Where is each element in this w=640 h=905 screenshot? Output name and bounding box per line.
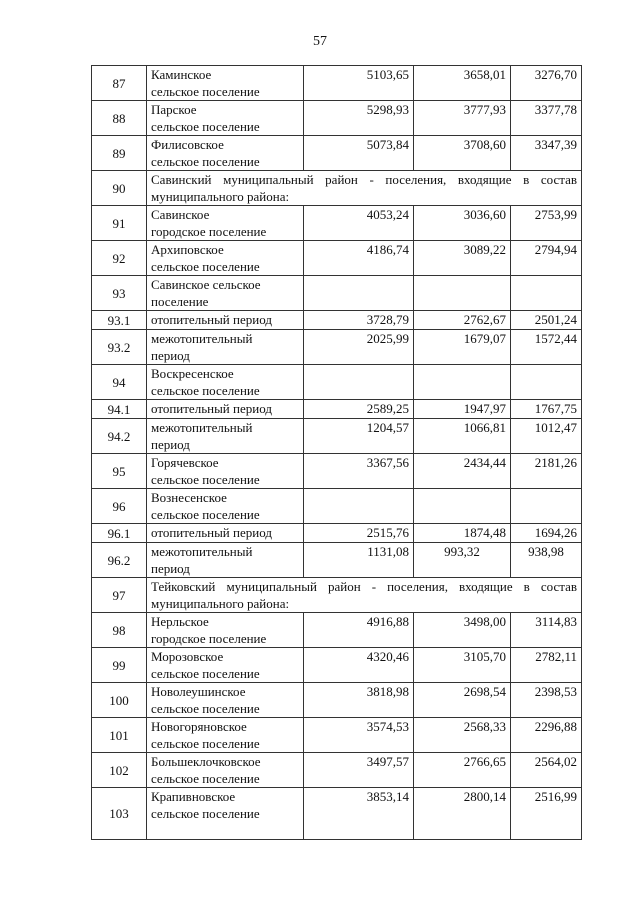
value-cell-3 (511, 276, 582, 311)
settlement-name-cell (147, 419, 304, 454)
value-cell-2: 3498,00 (414, 613, 511, 648)
value-cell-3 (511, 489, 582, 524)
value-cell-3: 1767,75 (511, 400, 582, 419)
settlement-name-line: сельское поселение (151, 771, 260, 786)
table-row (92, 753, 582, 788)
row-number-cell: 95 (92, 454, 147, 489)
row-number-cell: 94.1 (92, 400, 147, 419)
value-cell-3: 2181,26 (511, 454, 582, 489)
settlement-name-line: Савинское (151, 207, 210, 222)
settlement-name-line: отопительный период (151, 401, 272, 416)
settlement-name-cell (147, 66, 304, 101)
settlement-name-cell (147, 753, 304, 788)
value-cell-3: 2501,24 (511, 311, 582, 330)
table-row (92, 524, 582, 543)
value-cell-1: 2515,76 (304, 524, 414, 543)
value-cell-2: 2766,65 (414, 753, 511, 788)
value-cell-1: 3818,98 (304, 683, 414, 718)
settlement-name-line: межотопительный (151, 420, 253, 435)
table-row (92, 400, 582, 419)
value-cell-3: 2564,02 (511, 753, 582, 788)
value-cell-1: 3728,79 (304, 311, 414, 330)
value-cell-1: 5103,65 (304, 66, 414, 101)
value-cell-1: 1204,57 (304, 419, 414, 454)
value-cell-3: 3276,70 (511, 66, 582, 101)
row-number-cell: 96 (92, 489, 147, 524)
value-cell-2: 3036,60 (414, 206, 511, 241)
table-row (92, 683, 582, 718)
table-row (92, 613, 582, 648)
value-cell-2: 3708,60 (414, 136, 511, 171)
value-cell-2: 3105,70 (414, 648, 511, 683)
settlement-name-line: период (151, 561, 190, 576)
row-number-cell: 88 (92, 101, 147, 136)
table-row (92, 578, 582, 613)
settlement-name-line: сельское поселение (151, 383, 260, 398)
settlement-name-cell (147, 718, 304, 753)
row-number-cell: 91 (92, 206, 147, 241)
settlement-name-cell (147, 683, 304, 718)
settlement-name-cell (147, 276, 304, 311)
value-cell-1: 4916,88 (304, 613, 414, 648)
value-cell-3: 3114,83 (511, 613, 582, 648)
table-row (92, 241, 582, 276)
value-cell-1: 3497,57 (304, 753, 414, 788)
value-cell-3: 1012,47 (511, 419, 582, 454)
table-row (92, 718, 582, 753)
settlement-name-cell (147, 489, 304, 524)
settlement-name-line: Воскресенское (151, 366, 234, 381)
settlement-name-line: межотопительный (151, 544, 253, 559)
table-row (92, 543, 582, 578)
row-number-cell: 103 (92, 788, 147, 840)
value-cell-2: 2800,14 (414, 788, 511, 840)
settlement-name-line: Крапивновское (151, 789, 236, 804)
value-cell-1: 4320,46 (304, 648, 414, 683)
value-cell-3: 2782,11 (511, 648, 582, 683)
settlement-name-cell (147, 101, 304, 136)
settlement-name-line: сельское поселение (151, 154, 260, 169)
settlement-name-cell (147, 788, 304, 840)
value-cell-1: 2589,25 (304, 400, 414, 419)
settlement-name-line: Вознесенское (151, 490, 227, 505)
row-number-cell: 101 (92, 718, 147, 753)
row-number-cell: 93.2 (92, 330, 147, 365)
row-number-cell: 90 (92, 171, 147, 206)
table-row (92, 330, 582, 365)
value-cell-3: 1694,26 (511, 524, 582, 543)
settlement-name-line: период (151, 348, 190, 363)
value-cell-3: 2398,53 (511, 683, 582, 718)
section-header-cell: Савинский муниципальный район - поселения, входящие в состав муниципального района: (147, 171, 582, 206)
row-number-cell: 93.1 (92, 311, 147, 330)
settlement-name-line: отопительный период (151, 525, 272, 540)
settlement-name-line: поселение (151, 294, 209, 309)
settlement-name-cell (147, 400, 304, 419)
settlement-name-line: сельское поселение (151, 472, 260, 487)
table-row (92, 136, 582, 171)
table-row (92, 788, 582, 840)
row-number-cell: 96.1 (92, 524, 147, 543)
settlement-name-line: сельское поселение (151, 119, 260, 134)
settlement-name-line: Каминское (151, 67, 212, 82)
value-cell-1 (304, 276, 414, 311)
settlement-name-cell (147, 206, 304, 241)
row-number-cell: 94.2 (92, 419, 147, 454)
settlement-name-line: Новогоряновское (151, 719, 247, 734)
value-cell-1: 5073,84 (304, 136, 414, 171)
value-cell-2: 3658,01 (414, 66, 511, 101)
row-number-cell: 102 (92, 753, 147, 788)
settlement-name-line: сельское поселение (151, 84, 260, 99)
settlement-name-cell (147, 524, 304, 543)
settlement-name-line: Архиповское (151, 242, 224, 257)
settlement-name-line: Филисовское (151, 137, 224, 152)
settlement-name-line: сельское поселение (151, 507, 260, 522)
value-cell-2: 1874,48 (414, 524, 511, 543)
value-cell-1: 3574,53 (304, 718, 414, 753)
value-cell-3: 1572,44 (511, 330, 582, 365)
value-cell-2 (414, 365, 511, 400)
value-cell-2 (414, 276, 511, 311)
row-number-cell: 100 (92, 683, 147, 718)
settlement-name-line: Парское (151, 102, 197, 117)
value-cell-3: 2753,99 (511, 206, 582, 241)
settlement-name-line: сельское поселение (151, 701, 260, 716)
value-cell-1: 2025,99 (304, 330, 414, 365)
settlement-name-cell (147, 648, 304, 683)
settlement-name-line: Новолеушинское (151, 684, 246, 699)
table-row (92, 171, 582, 206)
settlement-name-line: Савинское сельское (151, 277, 261, 292)
settlement-name-line: сельское поселение (151, 736, 260, 751)
value-cell-2: 3089,22 (414, 241, 511, 276)
settlement-name-line: городское поселение (151, 631, 267, 646)
settlement-name-line: сельское поселение (151, 259, 260, 274)
settlement-name-line: Нерльское (151, 614, 209, 629)
settlement-name-line: городское поселение (151, 224, 267, 239)
settlement-name-line: Морозовское (151, 649, 224, 664)
table-row (92, 419, 582, 454)
value-cell-1 (304, 365, 414, 400)
row-number-cell: 94 (92, 365, 147, 400)
section-header-cell: Тейковский муниципальный район - поселения, входящие в состав муниципального района: (147, 578, 582, 613)
value-cell-2: 2698,54 (414, 683, 511, 718)
row-number-cell: 93 (92, 276, 147, 311)
settlement-name-cell (147, 543, 304, 578)
value-cell-2: 1066,81 (414, 419, 511, 454)
settlement-name-cell (147, 136, 304, 171)
table-row (92, 454, 582, 489)
table-row (92, 489, 582, 524)
settlement-name-cell (147, 613, 304, 648)
value-cell-2: 1947,97 (414, 400, 511, 419)
row-number-cell: 99 (92, 648, 147, 683)
table-row (92, 311, 582, 330)
settlement-name-cell (147, 311, 304, 330)
value-cell-2: 2434,44 (414, 454, 511, 489)
tariff-table (91, 65, 582, 840)
settlement-name-cell (147, 330, 304, 365)
row-number-cell: 96.2 (92, 543, 147, 578)
value-cell-2 (414, 489, 511, 524)
settlement-name-line: сельское поселение (151, 666, 260, 681)
settlement-name-line: отопительный период (151, 312, 272, 327)
value-cell-3: 2296,88 (511, 718, 582, 753)
table-row (92, 66, 582, 101)
value-cell-1: 3853,14 (304, 788, 414, 840)
table-row (92, 365, 582, 400)
row-number-cell: 87 (92, 66, 147, 101)
value-cell-3: 938,98 (511, 543, 582, 578)
settlement-name-line: Большеклочковское (151, 754, 261, 769)
row-number-cell: 92 (92, 241, 147, 276)
value-cell-2: 2568,33 (414, 718, 511, 753)
row-number-cell: 98 (92, 613, 147, 648)
value-cell-3: 3347,39 (511, 136, 582, 171)
settlement-name-line: сельское поселение (151, 806, 260, 821)
value-cell-2: 2762,67 (414, 311, 511, 330)
value-cell-2: 3777,93 (414, 101, 511, 136)
settlement-name-line: Горячевское (151, 455, 219, 470)
value-cell-3 (511, 365, 582, 400)
table-body (92, 66, 582, 840)
table-row (92, 648, 582, 683)
value-cell-3: 2516,99 (511, 788, 582, 840)
value-cell-3: 3377,78 (511, 101, 582, 136)
settlement-name-line: период (151, 437, 190, 452)
table-row (92, 276, 582, 311)
page-number: 57 (313, 34, 327, 49)
value-cell-1: 5298,93 (304, 101, 414, 136)
row-number-cell: 89 (92, 136, 147, 171)
settlement-name-line: межотопительный (151, 331, 253, 346)
settlement-name-cell (147, 454, 304, 489)
settlement-name-cell (147, 241, 304, 276)
settlement-name-cell (147, 365, 304, 400)
value-cell-2: 1679,07 (414, 330, 511, 365)
value-cell-1: 1131,08 (304, 543, 414, 578)
value-cell-1: 4053,24 (304, 206, 414, 241)
value-cell-1: 3367,56 (304, 454, 414, 489)
value-cell-1: 4186,74 (304, 241, 414, 276)
table-row (92, 206, 582, 241)
value-cell-3: 2794,94 (511, 241, 582, 276)
table-row (92, 101, 582, 136)
value-cell-2: 993,32 (414, 543, 511, 578)
value-cell-1 (304, 489, 414, 524)
row-number-cell: 97 (92, 578, 147, 613)
